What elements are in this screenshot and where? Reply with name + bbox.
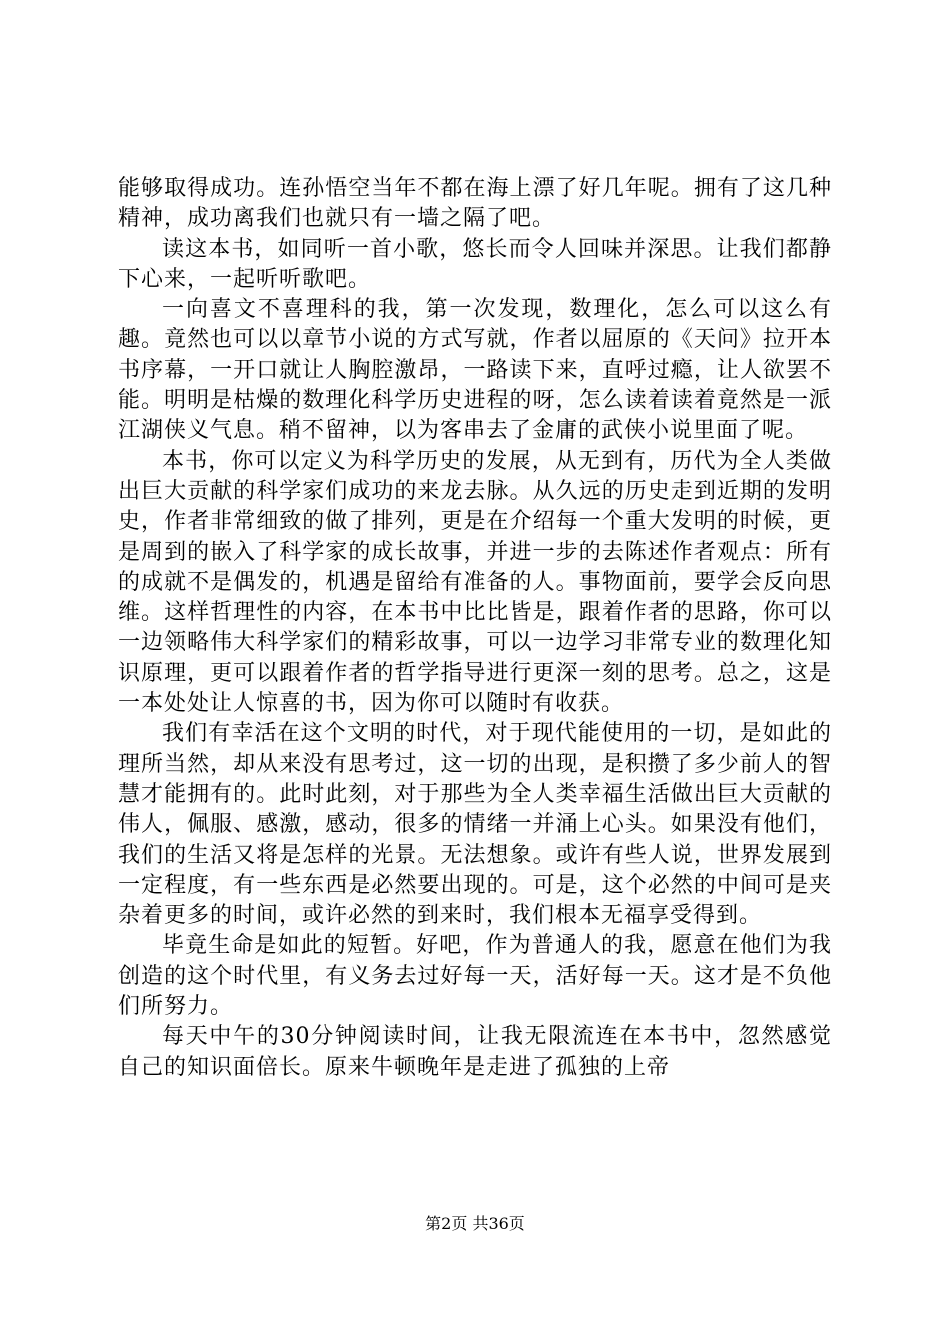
paragraph-6: 毕竟生命是如此的短暂。好吧，作为普通人的我，愿意在他们为我创造的这个时代里，有义务去过好每一天，活好每一天。这才是不负他们所努力。 — [118, 933, 832, 1020]
document-body — [118, 174, 832, 1083]
paragraph-3: 一向喜文不喜理科的我，第一次发现，数理化，怎么可以这么有趣。竟然也可以以章节小说的方式写就，作者以屈原的《天问》拉开本书序幕，一开口就让人胸腔激昂，一路读下来，直呼过瘾，让人欲罢不能。明明是枯燥的数理化科学历史进程的呀，怎么读着读着竟然是一派江湖侠义气息。稍不留神，以为客串去了金庸的武侠小说里面了呢。 — [118, 297, 832, 444]
page-number-footer: 第2页 共36页 — [425, 1214, 525, 1233]
paragraph-1: 能够取得成功。连孙悟空当年不都在海上漂了好几年呢。拥有了这几种精神，成功离我们也就只有一墙之隔了吧。 — [118, 176, 832, 232]
paragraph-7: 每天中午的30分钟阅读时间，让我无限流连在本书中，忽然感觉自己的知识面倍长。原来牛顿晚年是走进了孤独的上帝 — [118, 1024, 832, 1080]
paragraph-5: 我们有幸活在这个文明的时代，对于现代能使用的一切，是如此的理所当然，却从来没有思考过，这一切的出现，是积攒了多少前人的智慧才能拥有的。此时此刻，对于那些为全人类幸福生活做出巨大贡献的伟人，佩服、感激，感动，很多的情绪一并涌上心头。如果没有他们，我们的生活又将是怎样的光景。无法想象。或许有些人说，世界发展到一定程度，有一些东西是必然要出现的。可是，这个必然的中间可是夹杂着更多的时间，或许必然的到来时，我们根本无福享受得到。 — [118, 721, 832, 929]
paragraph-2: 读这本书，如同听一首小歌，悠长而令人回味并深思。让我们都静下心来，一起听听歌吧。 — [118, 236, 832, 292]
paragraph-4: 本书，你可以定义为科学历史的发展，从无到有，历代为全人类做出巨大贡献的科学家们成功的来龙去脉。从久远的历史走到近期的发明史，作者非常细致的做了排列，更是在介绍每一个重大发明的时候，更是周到的嵌入了科学家的成长故事，并进一步的去陈述作者观点：所有的成就不是偶发的，机遇是留给有准备的人。事物面前，要学会反向思维。这样哲理性的内容，在本书中比比皆是，跟着作者的思路，你可以一边领略伟大科学家们的精彩故事，可以一边学习非常专业的数理化知识原理，更可以跟着作者的哲学指导进行更深一刻的思考。总之，这是一本处处让人惊喜的书，因为你可以随时有收获。 — [118, 448, 832, 717]
